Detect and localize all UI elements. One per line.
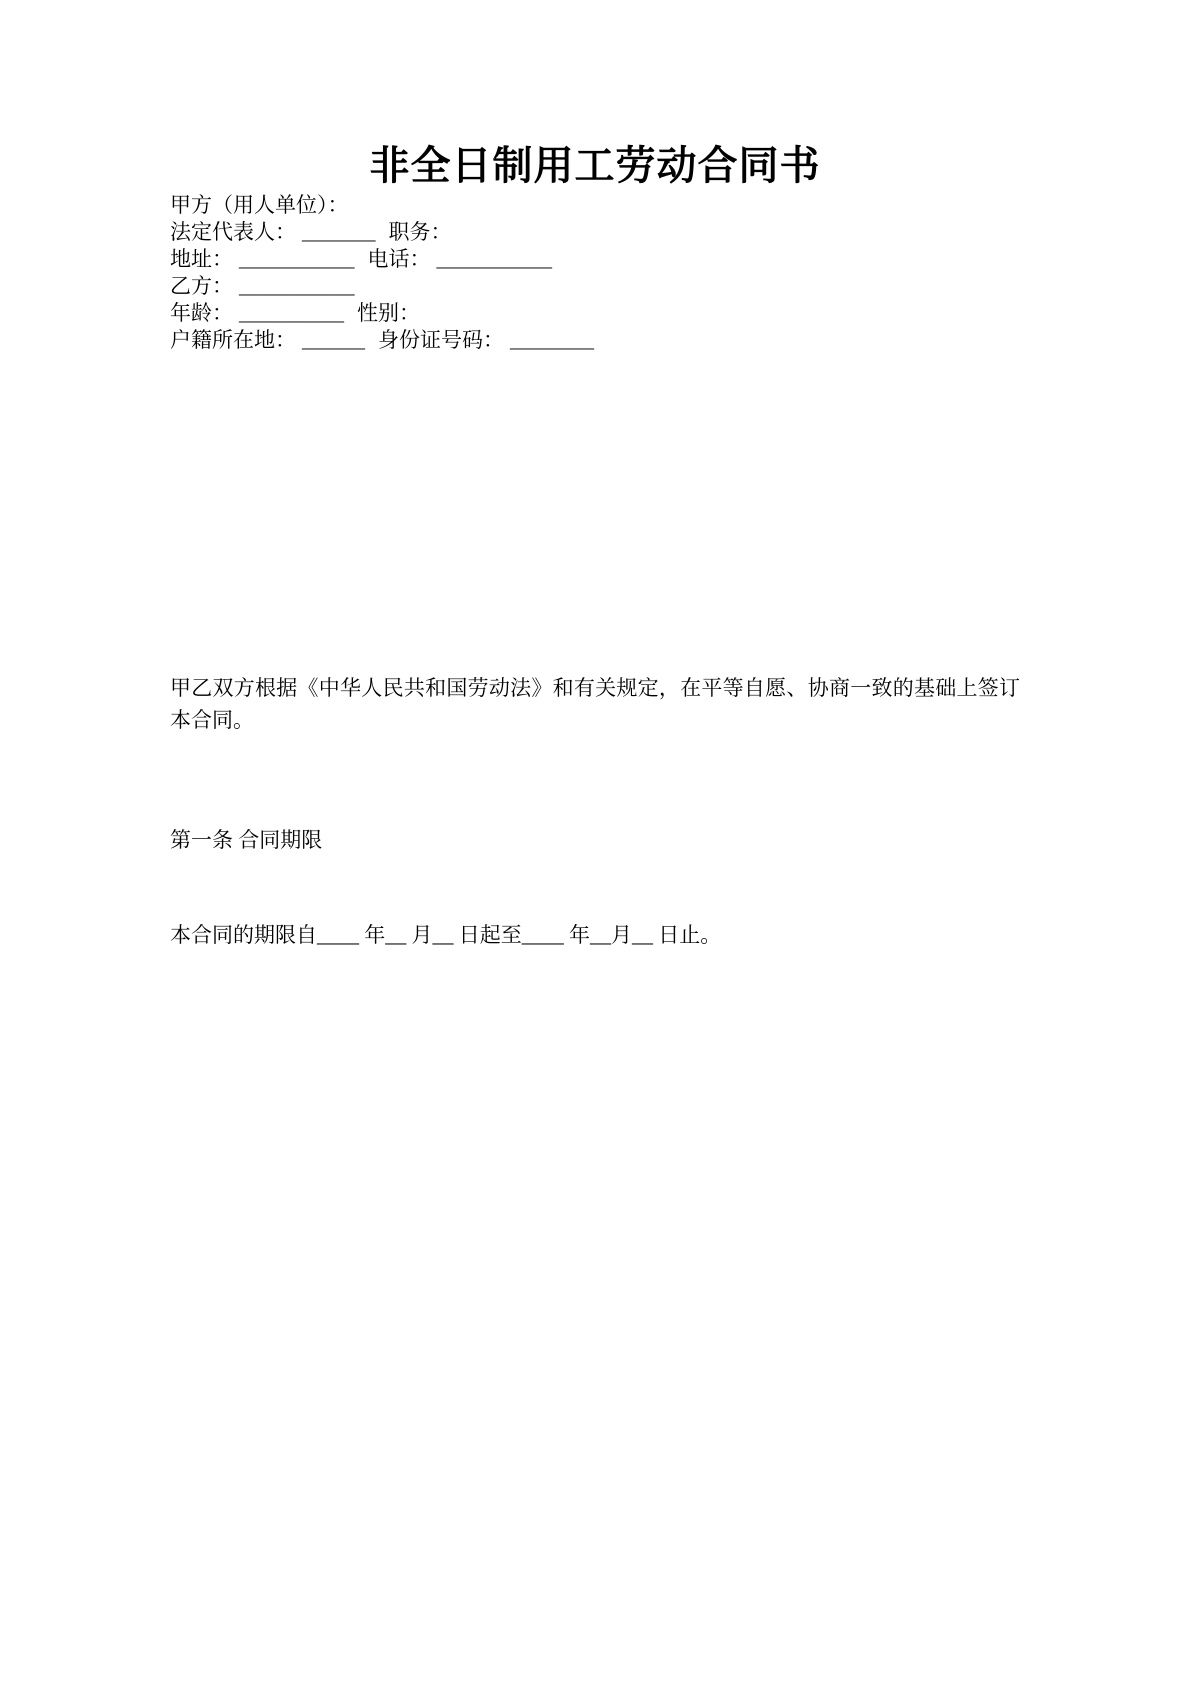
age-blank-field: __________: [239, 301, 344, 325]
age-line: [170, 300, 1020, 327]
legal-rep-blank-field: _______: [302, 220, 376, 244]
party-b-line: [170, 273, 1020, 300]
gender-label: 性别：: [357, 301, 420, 325]
party-a-line: [170, 192, 1020, 219]
clause-1-term-line: 本合同的期限自____ 年__ 月__ 日起至____ 年__月__ 日止。: [170, 923, 722, 947]
residence-line: [170, 327, 1020, 354]
id-number-blank-field: ________: [510, 328, 594, 352]
address-label: 地址：: [170, 247, 233, 271]
preamble-paragraph: 甲乙双方根据《中华人民共和国劳动法》和有关规定，在平等自愿、协商一致的基础上签订本合同。: [170, 676, 1020, 732]
address-blank-field: ___________: [239, 247, 355, 271]
address-line: [170, 246, 1020, 273]
legal-rep-line: [170, 219, 1020, 246]
age-label: 年龄：: [170, 301, 233, 325]
party-b-label: 乙方：: [170, 274, 233, 298]
residence-label: 户籍所在地：: [170, 328, 296, 352]
position-label: 职务：: [388, 220, 452, 244]
phone-blank-field: ___________: [436, 247, 552, 271]
document-title: 非全日制用工劳动合同书: [369, 143, 821, 188]
residence-blank-field: ______: [302, 328, 365, 352]
party-a-label: 甲方（用人单位）：: [170, 193, 349, 217]
legal-rep-label: 法定代表人：: [170, 220, 296, 244]
id-number-label: 身份证号码：: [378, 328, 504, 352]
party-b-blank-field: ___________: [239, 274, 355, 298]
clause-1-heading: 第一条 合同期限: [170, 828, 323, 852]
phone-label: 电话：: [367, 247, 431, 271]
